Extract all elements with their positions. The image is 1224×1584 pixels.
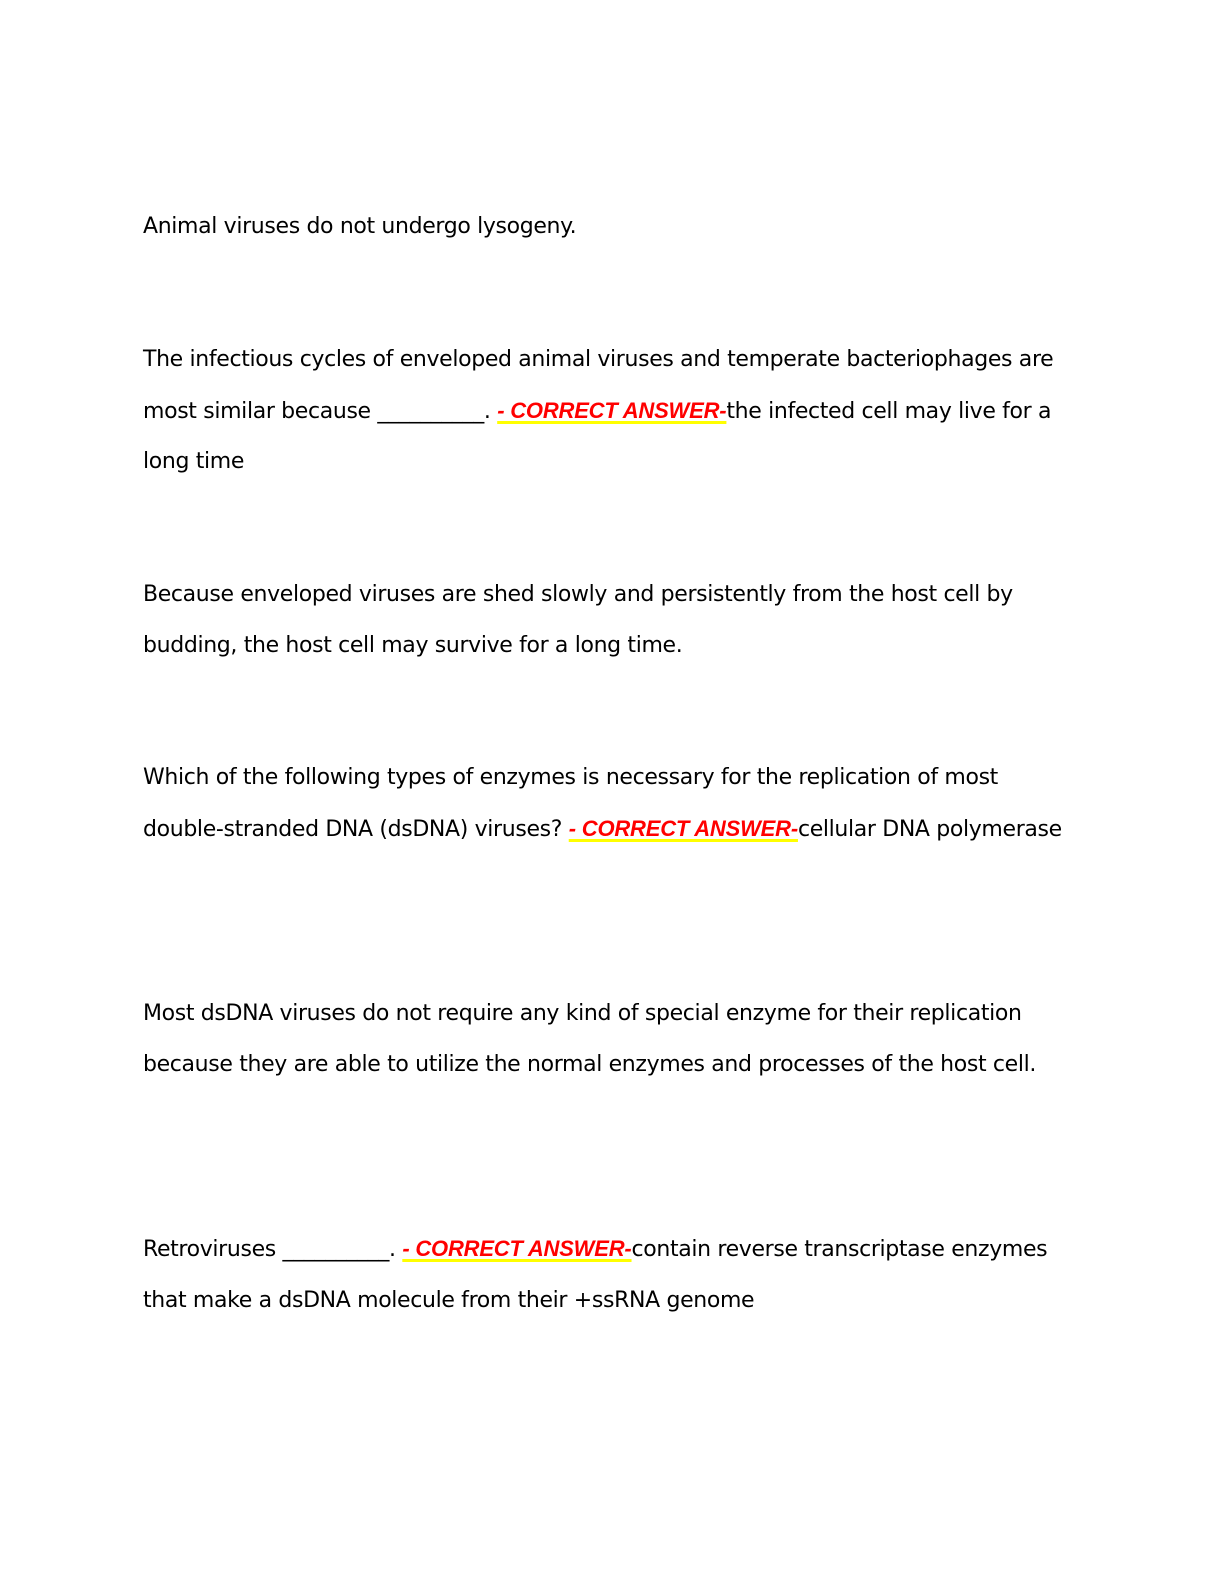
statement-text: Animal viruses do not undergo lysogeny. — [143, 214, 577, 239]
question-text: The infectious cycles of enveloped animal viruses and temperate bacteriophages are most similar because __________. — [143, 347, 1054, 424]
question-text: Which of the following types of enzymes is necessary for the replication of most double-stranded DNA (dsDNA) viruses? — [143, 765, 998, 842]
question-text: Retroviruses __________. — [143, 1237, 396, 1262]
statement-text: Because enveloped viruses are shed slowly and persistently from the host cell by budding, the host cell may survive for a long time. — [143, 582, 1013, 658]
statement-paragraph — [143, 570, 1083, 671]
question-paragraph — [143, 1224, 1083, 1326]
answer-text: contain reverse transcriptase enzymes that make a dsDNA molecule from their +ssRNA genome — [143, 1237, 1048, 1313]
correct-answer-marker: - CORRECT ANSWER- — [402, 1236, 632, 1261]
correct-answer-marker: - CORRECT ANSWER- — [497, 397, 727, 423]
answer-text: the infected cell may live for a long time — [143, 398, 1052, 474]
statement-paragraph — [143, 989, 1083, 1090]
answer-text: cellular DNA polymerase — [797, 816, 1062, 842]
correct-answer-marker: - CORRECT ANSWER- — [568, 815, 798, 841]
question-paragraph — [143, 753, 1083, 855]
statement-paragraph — [143, 202, 1083, 253]
question-paragraph — [143, 335, 1083, 488]
statement-text: Most dsDNA viruses do not require any kind of special enzyme for their replication because they are able to utilize the normal enzymes and processes of the host cell. — [143, 1001, 1036, 1077]
